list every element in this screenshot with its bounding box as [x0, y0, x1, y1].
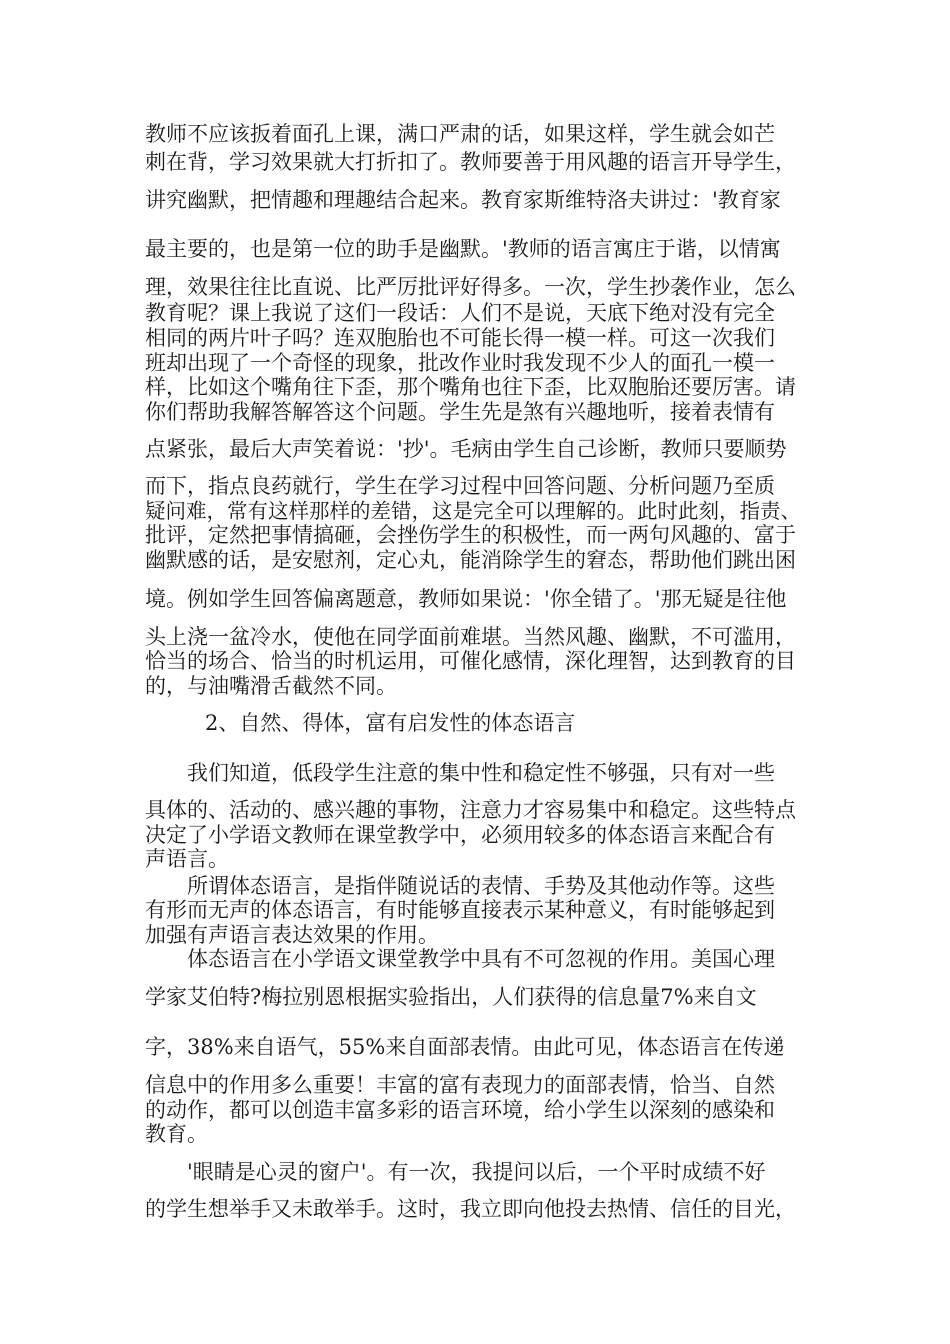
text-line: 教育。	[145, 1122, 208, 1146]
text-line: 相同的两片叶子吗？连双胞胎也不可能长得一模一样。可这一次我们	[145, 326, 775, 350]
text-line: 体态语言在小学语文课堂教学中具有不可忽视的作用。美国心理	[187, 947, 775, 971]
text-line: 最主要的，也是第一位的助手是幽默。'教师的语言寓庄于谐，以情寓	[145, 237, 781, 261]
text-line: 加强有声语言表达效果的作用。	[145, 923, 439, 947]
text-line: 而下，指点良药就行，学生在学习过程中回答问题、分析问题乃至质	[145, 474, 775, 498]
text-line: 批评，定然把事情搞砸，会挫伤学生的积极性，而一两句风趣的、富于	[145, 523, 796, 547]
text-line: 班却出现了一个奇怪的现象，批改作业时我发现不少人的面孔一模一	[145, 351, 775, 375]
text-line: 我们知道，低段学生注意的集中性和稳定性不够强，只有对一些	[187, 761, 775, 785]
text-line: 声语言。	[145, 847, 229, 871]
text-line: 疑问难，常有这样那样的差错，这是完全可以理解的。此时此刻，指责、	[145, 499, 801, 523]
text-line: 有形而无声的体态语言，有时能够直接表示某种意义，有时能够起到	[145, 898, 775, 922]
text-line: 字，38%来自语气，55%来自面部表情。由此可见，体态语言在传递	[145, 1035, 785, 1059]
text-line: 教师不应该扳着面孔上课，满口严肃的话，如果这样，学生就会如芒	[145, 122, 775, 146]
text-line: 的动作，都可以创造丰富多彩的语言环境，给小学生以深刻的感染和	[145, 1098, 775, 1122]
text-line: 教育呢？课上我说了这们一段话：人们不是说，天底下绝对没有完全	[145, 301, 775, 325]
text-line: 所谓体态语言，是指伴随说话的表情、手势及其他动作等。这些	[187, 874, 775, 898]
text-line: 的，与油嘴滑舌截然不同。	[145, 674, 397, 698]
text-line: 具体的、活动的、感兴趣的事物，注意力才容易集中和稳定。这些特点	[145, 798, 796, 822]
text-line: 理，效果往往比直说、比严厉批评好得多。一次，学生抄袭作业，怎么	[145, 275, 796, 299]
text-line: 学家艾伯特?梅拉别恩根据实验指出，人们获得的信息量7%来自文	[145, 985, 757, 1009]
text-line: 你们帮助我解答解答这个问题。学生先是煞有兴趣地听，接着表情有	[145, 400, 775, 424]
text-line: 境。例如学生回答偏离题意，教师如果说：'你全错了。'那无疑是往他	[145, 587, 787, 611]
text-line: 信息中的作用多么重要！丰富的富有表现力的面部表情，恰当、自然	[145, 1073, 775, 1097]
text-line: 恰当的场合、恰当的时机运用，可催化感情，深化理智，达到教育的目	[145, 649, 796, 673]
text-line: 决定了小学语文教师在课堂教学中，必须用较多的体态语言来配合有	[145, 823, 775, 847]
text-line: 刺在背，学习效果就大打折扣了。教师要善于用风趣的语言开导学生，	[145, 150, 796, 174]
text-line: 讲究幽默，把情趣和理趣结合起来。教育家斯维特洛夫讲过：'教育家	[145, 188, 781, 212]
text-line: 点紧张，最后大声笑着说：'抄'。毛病由学生自己诊断，教师只要顺势	[145, 437, 787, 461]
text-line: 头上浇一盆冷水，使他在同学面前难堪。当然风趣、幽默，不可滥用，	[145, 625, 796, 649]
text-line: 样，比如这个嘴角往下歪，那个嘴角也往下歪，比双胞胎还要厉害。请	[145, 375, 796, 399]
text-line: '眼睛是心灵的窗户'。有一次，我提问以后，一个平时成绩不好	[187, 1160, 766, 1184]
text-line: 幽默感的话，是安慰剂，定心丸，能消除学生的窘态，帮助他们跳出困	[145, 548, 796, 572]
text-line: 的学生想举手又未敢举手。这时，我立即向他投去热情、信任的目光，	[145, 1197, 796, 1221]
section-heading: 2、自然、得体，富有启发性的体态语言	[205, 711, 576, 735]
